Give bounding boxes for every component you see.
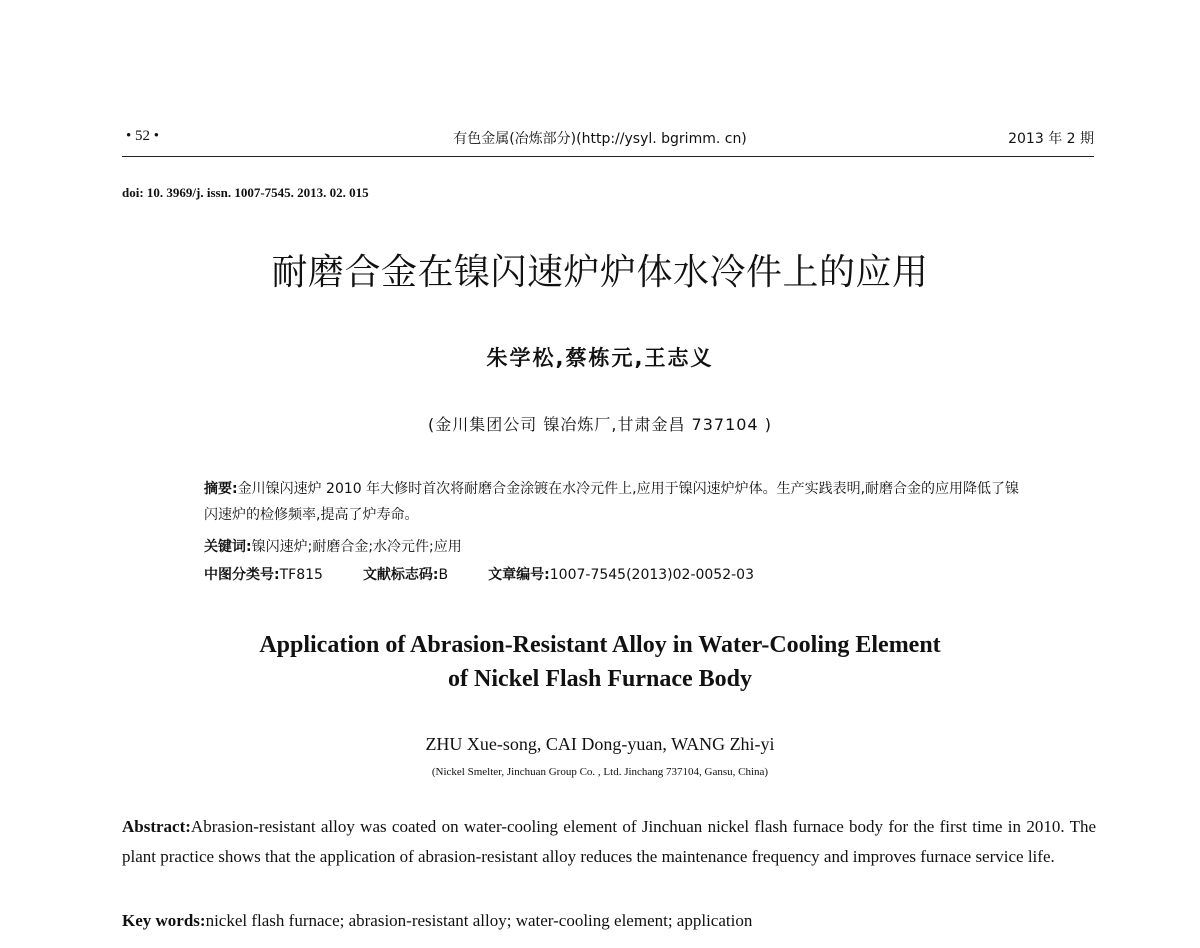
english-keywords-label: Key words: xyxy=(122,911,206,930)
doc-code-value: B xyxy=(438,567,449,583)
chinese-authors: 朱学松,蔡栋元,王志义 xyxy=(486,346,714,370)
english-affiliation: (Nickel Smelter, Jinchuan Group Co. , Ltd. Jinchang 737104, Gansu, China) xyxy=(431,766,769,778)
english-authors: ZHU Xue-song, CAI Dong-yuan, WANG Zhi-yi xyxy=(425,734,775,754)
issue-label: 2013 年 2 期 xyxy=(1008,131,1094,147)
chinese-keywords xyxy=(204,534,1024,560)
chinese-abstract xyxy=(204,476,1024,528)
page-number: • 52 • xyxy=(126,128,160,144)
chinese-abstract-label: 摘要: xyxy=(204,481,238,497)
article-no-value: 1007-7545(2013)02-0052-03 xyxy=(549,567,754,583)
clc-label: 中图分类号: xyxy=(204,567,280,583)
doi: doi: 10. 3969/j. issn. 1007-7545. 2013. 02. 015 xyxy=(122,185,369,200)
chinese-abstract-text: 金川镍闪速炉 2010 年大修时首次将耐磨合金涂镀在水冷元件上,应用于镍闪速炉炉体。生产实践表明,耐磨合金的应用降低了镍闪速炉的检修频率,提高了炉寿命。 xyxy=(204,481,1020,523)
english-abstract xyxy=(122,812,1096,872)
header-rule xyxy=(122,156,1094,157)
english-abstract-text: Abrasion-resistant alloy was coated on water-cooling element of Jinchuan nickel flash furnace body for the first time in 2010. The plant practice shows that the application of abrasion-resistant alloy reduces the maintenance frequency and improves furnace service life. xyxy=(122,817,1096,866)
doc-code-label: 文献标志码: xyxy=(362,567,439,583)
classification-line xyxy=(204,562,1024,588)
chinese-affiliation: (金川集团公司 镍冶炼厂,甘肃金昌 737104 ) xyxy=(428,415,772,434)
english-abstract-label: Abstract: xyxy=(122,817,191,836)
english-keywords xyxy=(122,906,1096,936)
english-title xyxy=(0,628,1200,696)
journal-name: 有色金属(冶炼部分)(http://ysyl. bgrimm. cn) xyxy=(453,131,747,147)
article-no-label: 文章编号: xyxy=(488,567,550,583)
english-title-line1: Application of Abrasion-Resistant Alloy in Water-Cooling Element xyxy=(259,632,941,658)
english-title-line2: of Nickel Flash Furnace Body xyxy=(448,666,752,692)
clc-value: TF815 xyxy=(279,567,323,583)
english-keywords-text: nickel flash furnace; abrasion-resistant alloy; water-cooling element; application xyxy=(205,911,753,930)
chinese-title: 耐磨合金在镍闪速炉炉体水冷件上的应用 xyxy=(271,252,929,293)
chinese-keywords-label: 关键词: xyxy=(204,539,252,555)
chinese-keywords-text: 镍闪速炉;耐磨合金;水冷元件;应用 xyxy=(251,539,462,555)
